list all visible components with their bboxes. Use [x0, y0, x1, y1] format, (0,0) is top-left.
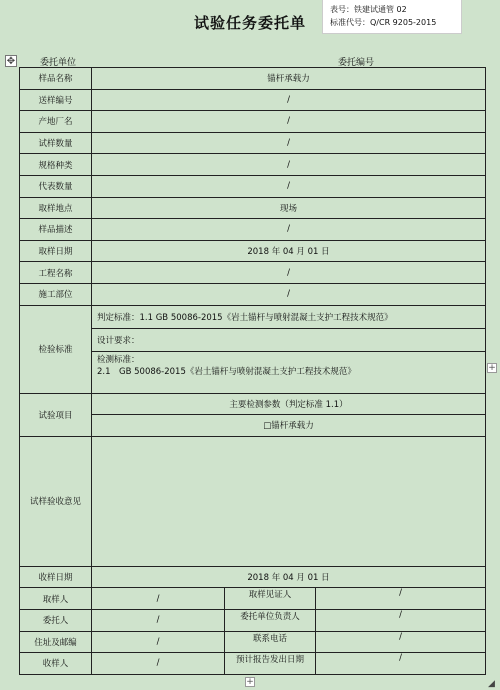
- table-row: [20, 219, 486, 241]
- pair-cell: [225, 588, 486, 610]
- receive-date-label: 收样日期: [20, 566, 92, 588]
- row-value[interactable]: /: [92, 111, 486, 133]
- opinion-row: [20, 436, 486, 566]
- table-row: [20, 111, 486, 133]
- form-meta-box: [322, 0, 462, 34]
- row-value[interactable]: /: [92, 653, 225, 675]
- main-param: 主要检测参数（判定标准 1.1）: [92, 393, 486, 415]
- page-title: 试验任务委托单: [193, 14, 306, 32]
- row-value[interactable]: 锚杆承载力: [92, 68, 486, 90]
- table-row: [20, 132, 486, 154]
- table-row: [20, 653, 486, 675]
- row-value[interactable]: /: [399, 631, 402, 642]
- table-row: [20, 609, 486, 631]
- design-requirement[interactable]: 设计要求：: [92, 328, 486, 351]
- opinion-value[interactable]: [92, 436, 486, 566]
- row-label: 送样编号: [20, 89, 92, 111]
- row-label: 取样见证人: [225, 588, 316, 609]
- pair-cell: [225, 609, 486, 631]
- row-label: 样品描述: [20, 219, 92, 241]
- row-value[interactable]: /: [92, 89, 486, 111]
- row-value[interactable]: /: [92, 219, 486, 241]
- table-row: [20, 89, 486, 111]
- row-label: 施工部位: [20, 283, 92, 305]
- row-label: 联系电话: [225, 632, 316, 653]
- resize-handle-icon[interactable]: ◢: [488, 679, 495, 689]
- standard-row: [20, 305, 486, 328]
- form-number: 表号：铁建试通管 02: [330, 5, 407, 14]
- row-label: 预计报告发出日期: [225, 653, 316, 674]
- test-standard-value: 2.1 GB 50086-2015《岩土锚杆与喷射混凝土支护工程技术规范》: [97, 366, 356, 377]
- row-value[interactable]: /: [92, 175, 486, 197]
- table-row: [20, 68, 486, 90]
- table-row: [20, 262, 486, 284]
- table-move-handle-icon[interactable]: ✥: [6, 56, 16, 67]
- row-value[interactable]: /: [92, 132, 486, 154]
- row-label: 委托人: [20, 609, 92, 631]
- standard-label: 检验标准: [20, 305, 92, 393]
- test-standard[interactable]: [92, 351, 486, 393]
- row-value[interactable]: /: [92, 283, 486, 305]
- table-row: [20, 175, 486, 197]
- table-row: [20, 197, 486, 219]
- pair-cell: [225, 653, 486, 675]
- table-row: [20, 240, 486, 262]
- row-value[interactable]: /: [92, 609, 225, 631]
- row-value[interactable]: 2018 年 04 月 01 日: [92, 240, 486, 262]
- items-label: 试验项目: [20, 393, 92, 436]
- receive-date-row: [20, 566, 486, 588]
- row-value[interactable]: /: [399, 653, 402, 664]
- row-label: 工程名称: [20, 262, 92, 284]
- row-value[interactable]: /: [92, 631, 225, 653]
- commission-no-label: 委托编号: [338, 58, 375, 68]
- add-column-icon[interactable]: +: [488, 363, 496, 373]
- standard-code: 标准代号：Q/CR 9205-2015: [330, 18, 437, 27]
- opinion-label: 试样验收意见: [20, 436, 92, 566]
- row-value[interactable]: /: [399, 588, 402, 599]
- row-label: 产地厂名: [20, 111, 92, 133]
- row-label: 住址及邮编: [20, 631, 92, 653]
- judge-standard[interactable]: 判定标准：1.1 GB 50086-2015《岩土锚杆与喷射混凝土支护工程技术规范》: [92, 305, 486, 328]
- row-label: 取样日期: [20, 240, 92, 262]
- client-unit-label: 委托单位: [40, 58, 77, 68]
- test-standard-label: 检测标准：: [97, 354, 140, 365]
- row-label: 取样地点: [20, 197, 92, 219]
- row-label: 样品名称: [20, 68, 92, 90]
- items-row: [20, 393, 486, 415]
- row-value[interactable]: /: [92, 262, 486, 284]
- row-label: 试样数量: [20, 132, 92, 154]
- row-value[interactable]: /: [92, 154, 486, 176]
- row-value[interactable]: /: [399, 609, 402, 620]
- receive-date-value[interactable]: 2018 年 04 月 01 日: [92, 566, 486, 588]
- table-row: [20, 631, 486, 653]
- row-label: 代表数量: [20, 175, 92, 197]
- add-row-icon[interactable]: +: [246, 677, 254, 687]
- row-label: 规格种类: [20, 154, 92, 176]
- row-value[interactable]: /: [92, 588, 225, 610]
- table-row: [20, 588, 486, 610]
- row-label: 委托单位负责人: [225, 610, 316, 631]
- anchor-capacity-checkbox[interactable]: □锚杆承载力: [92, 415, 486, 437]
- table-row: [20, 154, 486, 176]
- pair-cell: [225, 631, 486, 653]
- table-row: [20, 283, 486, 305]
- row-value[interactable]: 现场: [92, 197, 486, 219]
- row-label: 收样人: [20, 653, 92, 675]
- row-label: 取样人: [20, 588, 92, 610]
- commission-table: [19, 67, 486, 675]
